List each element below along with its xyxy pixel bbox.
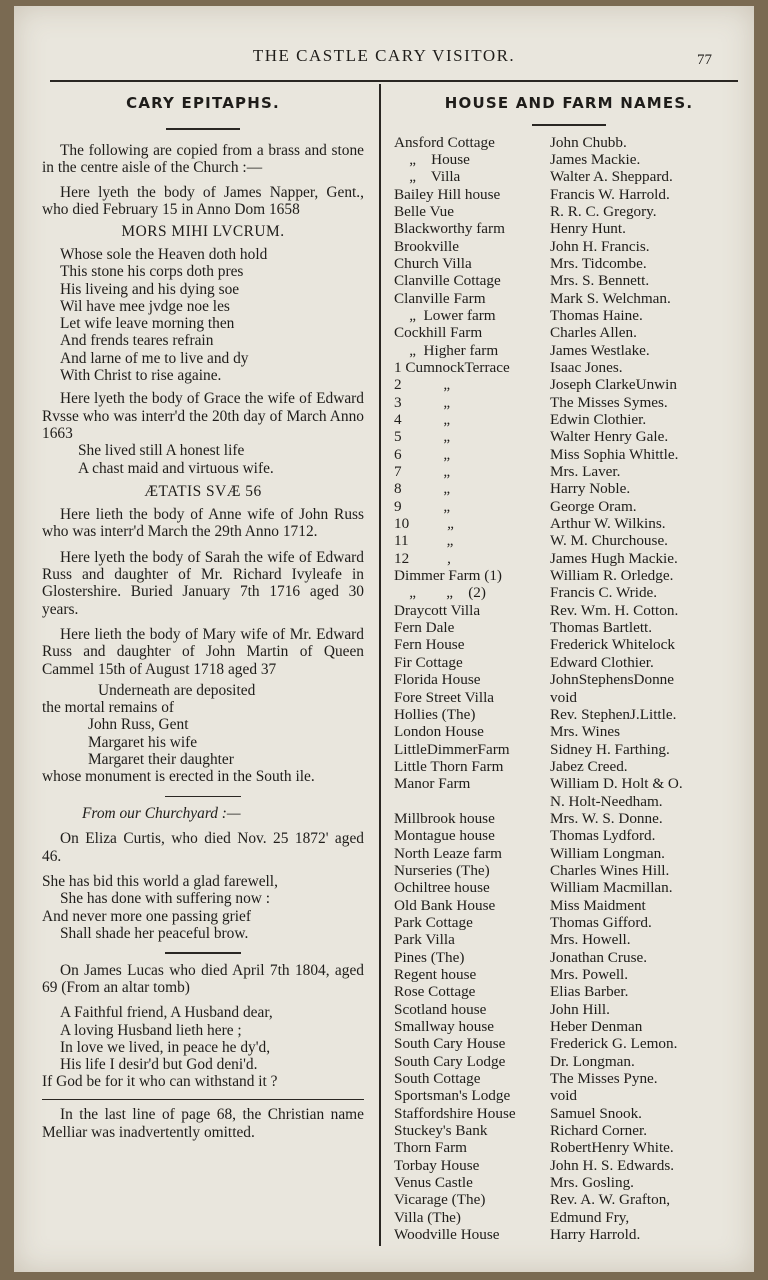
house-row [394,706,744,723]
house-row [394,966,744,983]
occupant-name: James Westlake. [550,341,650,359]
house-row [394,307,744,324]
header-rule [50,80,738,82]
occupant-name: Thomas Haine. [550,306,643,324]
grace-epitaph: Here lyeth the body of Grace the wife of Edward Rvsse who was interr'd the 20th day of March Anno 1663 [42,390,364,442]
occupant-name: Thomas Lydford. [550,827,656,845]
occupant-name: Mrs. Gosling. [550,1174,634,1192]
house-name: „ Villa [394,168,461,186]
house-row [394,584,744,601]
house-name: Hollies (The) [394,705,476,723]
occupant-name: JohnStephensDonne [550,671,675,689]
occupant-name: Elias Barber. [550,983,629,1001]
occupant-name: Mrs. Howell. [550,931,631,949]
house-row [394,897,744,914]
house-row [394,862,744,879]
occupant-name: Mrs. Laver. [550,463,621,481]
title-rule [532,124,606,126]
house-row [394,723,744,740]
occupant-name: Arthur W. Wilkins. [550,515,666,533]
house-name: 9 „ [394,497,451,515]
verse-line: And never more one passing grief [42,907,251,925]
house-row [394,983,744,1000]
house-name: Brookville [394,237,459,255]
occupant-name: Mrs. S. Bennett. [550,272,650,290]
occupant-name: William Macmillan. [550,879,673,897]
section-rule [165,796,241,798]
verse-line: John Russ, Gent [88,716,189,734]
lucas-verse [42,1004,364,1090]
house-row [394,480,744,497]
verse-line: In love we lived, in peace he dy'd, [60,1038,271,1056]
house-name: „ „ (2) [394,584,486,602]
house-name: 11 „ [394,532,454,550]
occupant-name: Thomas Gifford. [550,913,652,931]
house-row [394,1018,744,1035]
occupant-name: Francis C. Wride. [550,584,658,602]
house-name: Sportsman's Lodge [394,1087,511,1105]
house-row [394,810,744,827]
house-name: Clanville Cottage [394,272,501,290]
house-name: Bailey Hill house [394,185,501,203]
house-name: Rose Cottage [394,983,476,1001]
epitaphs-title: CARY EPITAPHS. [126,94,280,112]
house-row [394,532,744,549]
occupant-name: Jabez Creed. [550,757,628,775]
grace-lines [42,442,364,477]
house-row [394,394,744,411]
house-list [394,134,744,1244]
intro-paragraph: The following are copied from a brass and stone in the centre aisle of the Church :— [42,141,364,176]
verse-line: A loving Husband lieth here ; [60,1021,242,1039]
house-name: 6 „ [394,445,451,463]
section-rule [165,952,241,954]
house-row [394,1226,744,1243]
occupant-name: James Mackie. [550,150,641,168]
occupant-name: Rev. StephenJ.Little. [550,705,677,723]
house-name: Ansford Cottage [394,133,495,151]
house-row [394,1035,744,1052]
occupant-name: The Misses Symes. [550,393,668,411]
occupant-name: William Longman. [550,844,665,862]
house-name: Old Bank House [394,896,496,914]
house-name: Woodville House [394,1226,500,1244]
verse-line: Let wife leave morning then [60,315,235,333]
anne-epitaph: Here lieth the body of Anne wife of John Russ who was interr'd March the 29th Anno 1712. [42,506,364,541]
house-name: 1 CumnockTerrace [394,358,510,376]
sarah-epitaph: Here lyeth the body of Sarah the wife of Edward Russ and daughter of Mr. Richard Ivyleafe in Glostershire. Buried January 7th 1716 aged 30 years. [42,548,364,618]
eliza-verse [42,873,364,942]
occupant-name: Rev. Wm. H. Cotton. [550,601,679,619]
occupant-name: Rev. A. W. Grafton, [550,1191,671,1209]
occupant-name: void [550,688,578,706]
house-name: Stuckey's Bank [394,1122,488,1140]
occupant-name: Walter A. Sheppard. [550,168,673,186]
occupant-name: R. R. C. Gregory. [550,202,657,220]
occupant-name: Edwin Clothier. [550,411,647,428]
house-name: Florida House [394,671,481,689]
occupant-name: Harry Noble. [550,480,631,498]
house-name: „ Lower farm [394,306,496,324]
house-name: Ochiltree house [394,879,490,897]
epitaphs-column [42,92,364,1149]
occupant-name: Harry Harrold. [550,1226,641,1244]
napper-epitaph: Here lyeth the body of James Napper, Gent., who died February 15 in Anno Dom 1658 [42,184,364,219]
occupant-name: John H. S. Edwards. [550,1156,675,1174]
house-name: Scotland house [394,1000,487,1018]
house-name: 5 „ [394,428,451,446]
house-name: Pines (The) [394,948,465,966]
house-row [394,272,744,289]
occupant-name: James Hugh Mackie. [550,549,678,567]
verse-line: His liveing and his dying soe [60,280,240,298]
house-name: Thorn Farm [394,1139,467,1157]
verse-line: Shall shade her peaceful brow. [60,924,249,942]
title-rule [166,128,240,130]
house-name: Fern Dale [394,619,455,637]
book-page [14,6,754,1272]
house-row [394,931,744,948]
house-name: North Leaze farm [394,844,502,862]
occupant-name: Mrs. Powell. [550,966,629,983]
verse-line: If God be for it who can withstand it ? [42,1073,278,1091]
house-row [394,1209,744,1226]
occupant-name: N. Holt-Needham. [550,792,663,810]
house-row [394,689,744,706]
house-name: Fir Cottage [394,653,463,671]
occupant-name: John H. Francis. [550,237,650,255]
house-name: Clanville Farm [394,289,486,307]
house-row [394,741,744,758]
occupant-name: William D. Holt & O. [550,775,683,793]
occupant-name: Isaac Jones. [550,358,623,376]
house-row [394,775,744,792]
occupant-name: Henry Hunt. [550,220,626,238]
occupant-name: Heber Denman [550,1018,643,1036]
house-name: Cockhill Farm [394,324,483,342]
house-name: Park Villa [394,931,455,949]
house-row [394,515,744,532]
house-name: „ Higher farm [394,341,499,359]
house-name: 10 „ [394,515,454,533]
house-name: South Cottage [394,1070,481,1088]
napper-verse [42,246,364,384]
underneath-block [42,682,364,768]
house-row [394,498,744,515]
house-name: LittleDimmerFarm [394,740,510,758]
verse-line: A chast maid and virtuous wife. [78,459,274,477]
house-name: Dimmer Farm (1) [394,567,502,585]
house-name: 12 , [394,549,451,567]
occupant-name: Mrs. Tidcombe. [550,254,647,272]
house-name: Torbay House [394,1156,480,1174]
house-names-column [394,92,744,1244]
house-name: Millbrook house [394,809,495,827]
occupant-name: W. M. Churchouse. [550,532,668,550]
verse-line: Whose sole the Heaven doth hold [60,245,268,263]
verse-line: This stone his corps doth pres [60,263,244,281]
house-name: Church Villa [394,254,472,272]
verse-line: With Christ to rise againe. [60,367,222,385]
house-name: Venus Castle [394,1174,473,1192]
house-row [394,428,744,445]
verse-line: She lived still A honest life [78,442,245,460]
verse-line: She has done with suffering now : [60,890,271,908]
occupant-name: Sidney H. Farthing. [550,740,670,758]
occupant-name: Dr. Longman. [550,1052,635,1070]
house-row [394,411,744,428]
house-row [394,1087,744,1104]
house-row [394,134,744,151]
house-row [394,324,744,341]
house-name: 7 „ [394,463,451,481]
occupant-name: The Misses Pyne. [550,1070,658,1088]
house-row [394,1053,744,1070]
house-name [394,793,550,810]
house-name: Vicarage (The) [394,1191,486,1209]
occupant-name: Richard Corner. [550,1122,648,1140]
mary-epitaph: Here lieth the body of Mary wife of Mr. Edward Russ and daughter of John Martin of Queen Cammel 15th of August 1718 aged 37 [42,625,364,678]
house-name: Staffordshire House [394,1104,516,1122]
column-divider [379,84,381,1246]
verse-line: His life I desir'd but God deni'd. [60,1056,258,1074]
house-name: Draycott Villa [394,601,481,619]
house-row [394,671,744,688]
occupant-name: Miss Maidment [550,896,646,914]
occupant-name: RobertHenry White. [550,1139,674,1157]
occupant-name: George Oram. [550,497,637,515]
house-name: South Cary Lodge [394,1052,506,1070]
occupant-name: John Chubb. [550,133,627,151]
house-name: 8 „ [394,480,451,498]
footnote: In the last line of page 68, the Christian name Melliar was inadvertently omitted. [42,1106,364,1141]
house-row [394,359,744,376]
house-row [394,758,744,775]
page-number: 77 [697,52,712,68]
house-name: Fern House [394,636,465,654]
house-name: South Cary House [394,1035,506,1053]
verse-line: Margaret his wife [88,733,198,751]
house-name: „ House [394,150,470,168]
house-row [394,654,744,671]
house-row [394,446,744,463]
house-name: Manor Farm [394,775,471,793]
occupant-name: Mrs. Wines [550,723,620,741]
eliza-epitaph: On Eliza Curtis, who died Nov. 25 1872' aged 46. [42,830,364,865]
running-title: THE CASTLE CARY VISITOR. [252,46,516,65]
occupant-name: Samuel Snook. [550,1104,642,1122]
verse-line: A Faithful friend, A Husband dear, [60,1004,273,1022]
occupant-name: John Hill. [550,1000,610,1018]
house-row [394,914,744,931]
house-row [394,567,744,584]
occupant-name: Charles Allen. [550,324,637,342]
house-name: Blackworthy farm [394,220,505,238]
house-row [394,602,744,619]
footnote-rule [42,1099,364,1101]
house-name: Park Cottage [394,913,473,931]
house-row [394,1001,744,1018]
house-name: Fore Street Villa [394,688,495,706]
motto: MORS MIHI LVCRUM. [121,222,285,240]
house-name: Belle Vue [394,202,454,220]
occupant-name: Francis W. Harrold. [550,185,670,203]
house-row [394,636,744,653]
verse-line: Underneath are deposited [98,681,256,699]
occupant-name: void [550,1087,578,1105]
occupant-name: William R. Orledge. [550,567,674,585]
verse-line: She has bid this world a glad farewell, [42,872,278,890]
house-row [394,619,744,636]
house-row [394,1139,744,1156]
house-row [394,203,744,220]
occupant-name: Jonathan Cruse. [550,948,648,966]
verse-line: the mortal remains of [42,699,175,717]
verse-line: And frends teares refrain [60,332,214,350]
house-row [394,342,744,359]
house-name: Regent house [394,966,477,983]
house-row [394,845,744,862]
house-name: Little Thorn Farm [394,757,504,775]
occupant-name: Frederick G. Lemon. [550,1035,678,1053]
house-row [394,1070,744,1087]
house-name: Smallway house [394,1018,494,1036]
house-row [394,376,744,393]
lucas-epitaph: On James Lucas who died April 7th 1804, aged 69 (From an altar tomb) [42,961,364,996]
house-name: London House [394,723,484,741]
occupant-name: Charles Wines Hill. [550,861,670,879]
house-name: Montague house [394,827,495,845]
house-row [394,949,744,966]
house-row [394,1122,744,1139]
house-row [394,1174,744,1191]
house-name: 2 „ [394,376,451,394]
house-row [394,255,744,272]
house-row [394,1105,744,1122]
house-name: Nurseries (The) [394,861,490,879]
house-row [394,879,744,896]
occupant-name: Miss Sophia Whittle. [550,445,679,463]
occupant-name: Edmund Fry, [550,1208,630,1226]
house-row [394,168,744,185]
page-header [14,44,754,74]
house-name: 3 „ [394,393,451,411]
verse-line: Margaret their daughter [88,751,234,768]
verse-line: And larne of me to live and dy [60,349,249,367]
occupant-name: Mark S. Welchman. [550,289,671,307]
aetatis-heading: ÆTATIS SVÆ 56 [144,482,262,500]
house-row [394,1157,744,1174]
underneath-end: whose monument is erected in the South ile. [42,768,315,786]
house-name: 4 „ [394,411,451,428]
occupant-name: Joseph ClarkeUnwin [550,376,677,394]
house-row [394,151,744,168]
house-row [394,290,744,307]
house-row [394,186,744,203]
occupant-name: Thomas Bartlett. [550,619,653,637]
house-row [394,827,744,844]
house-row [394,220,744,237]
churchyard-heading: From our Churchyard :— [82,805,241,823]
occupant-name: Frederick Whitelock [550,636,675,654]
house-row [394,238,744,255]
house-name: Villa (The) [394,1208,461,1226]
house-row [394,1191,744,1208]
occupant-name: Edward Clothier. [550,653,654,671]
house-row [394,550,744,567]
house-row [394,463,744,480]
house-names-title: HOUSE AND FARM NAMES. [444,94,694,112]
occupant-name: Walter Henry Gale. [550,428,669,446]
house-row [394,793,744,810]
occupant-name: Mrs. W. S. Donne. [550,809,663,827]
verse-line: Wil have mee jvdge noe les [60,297,230,315]
